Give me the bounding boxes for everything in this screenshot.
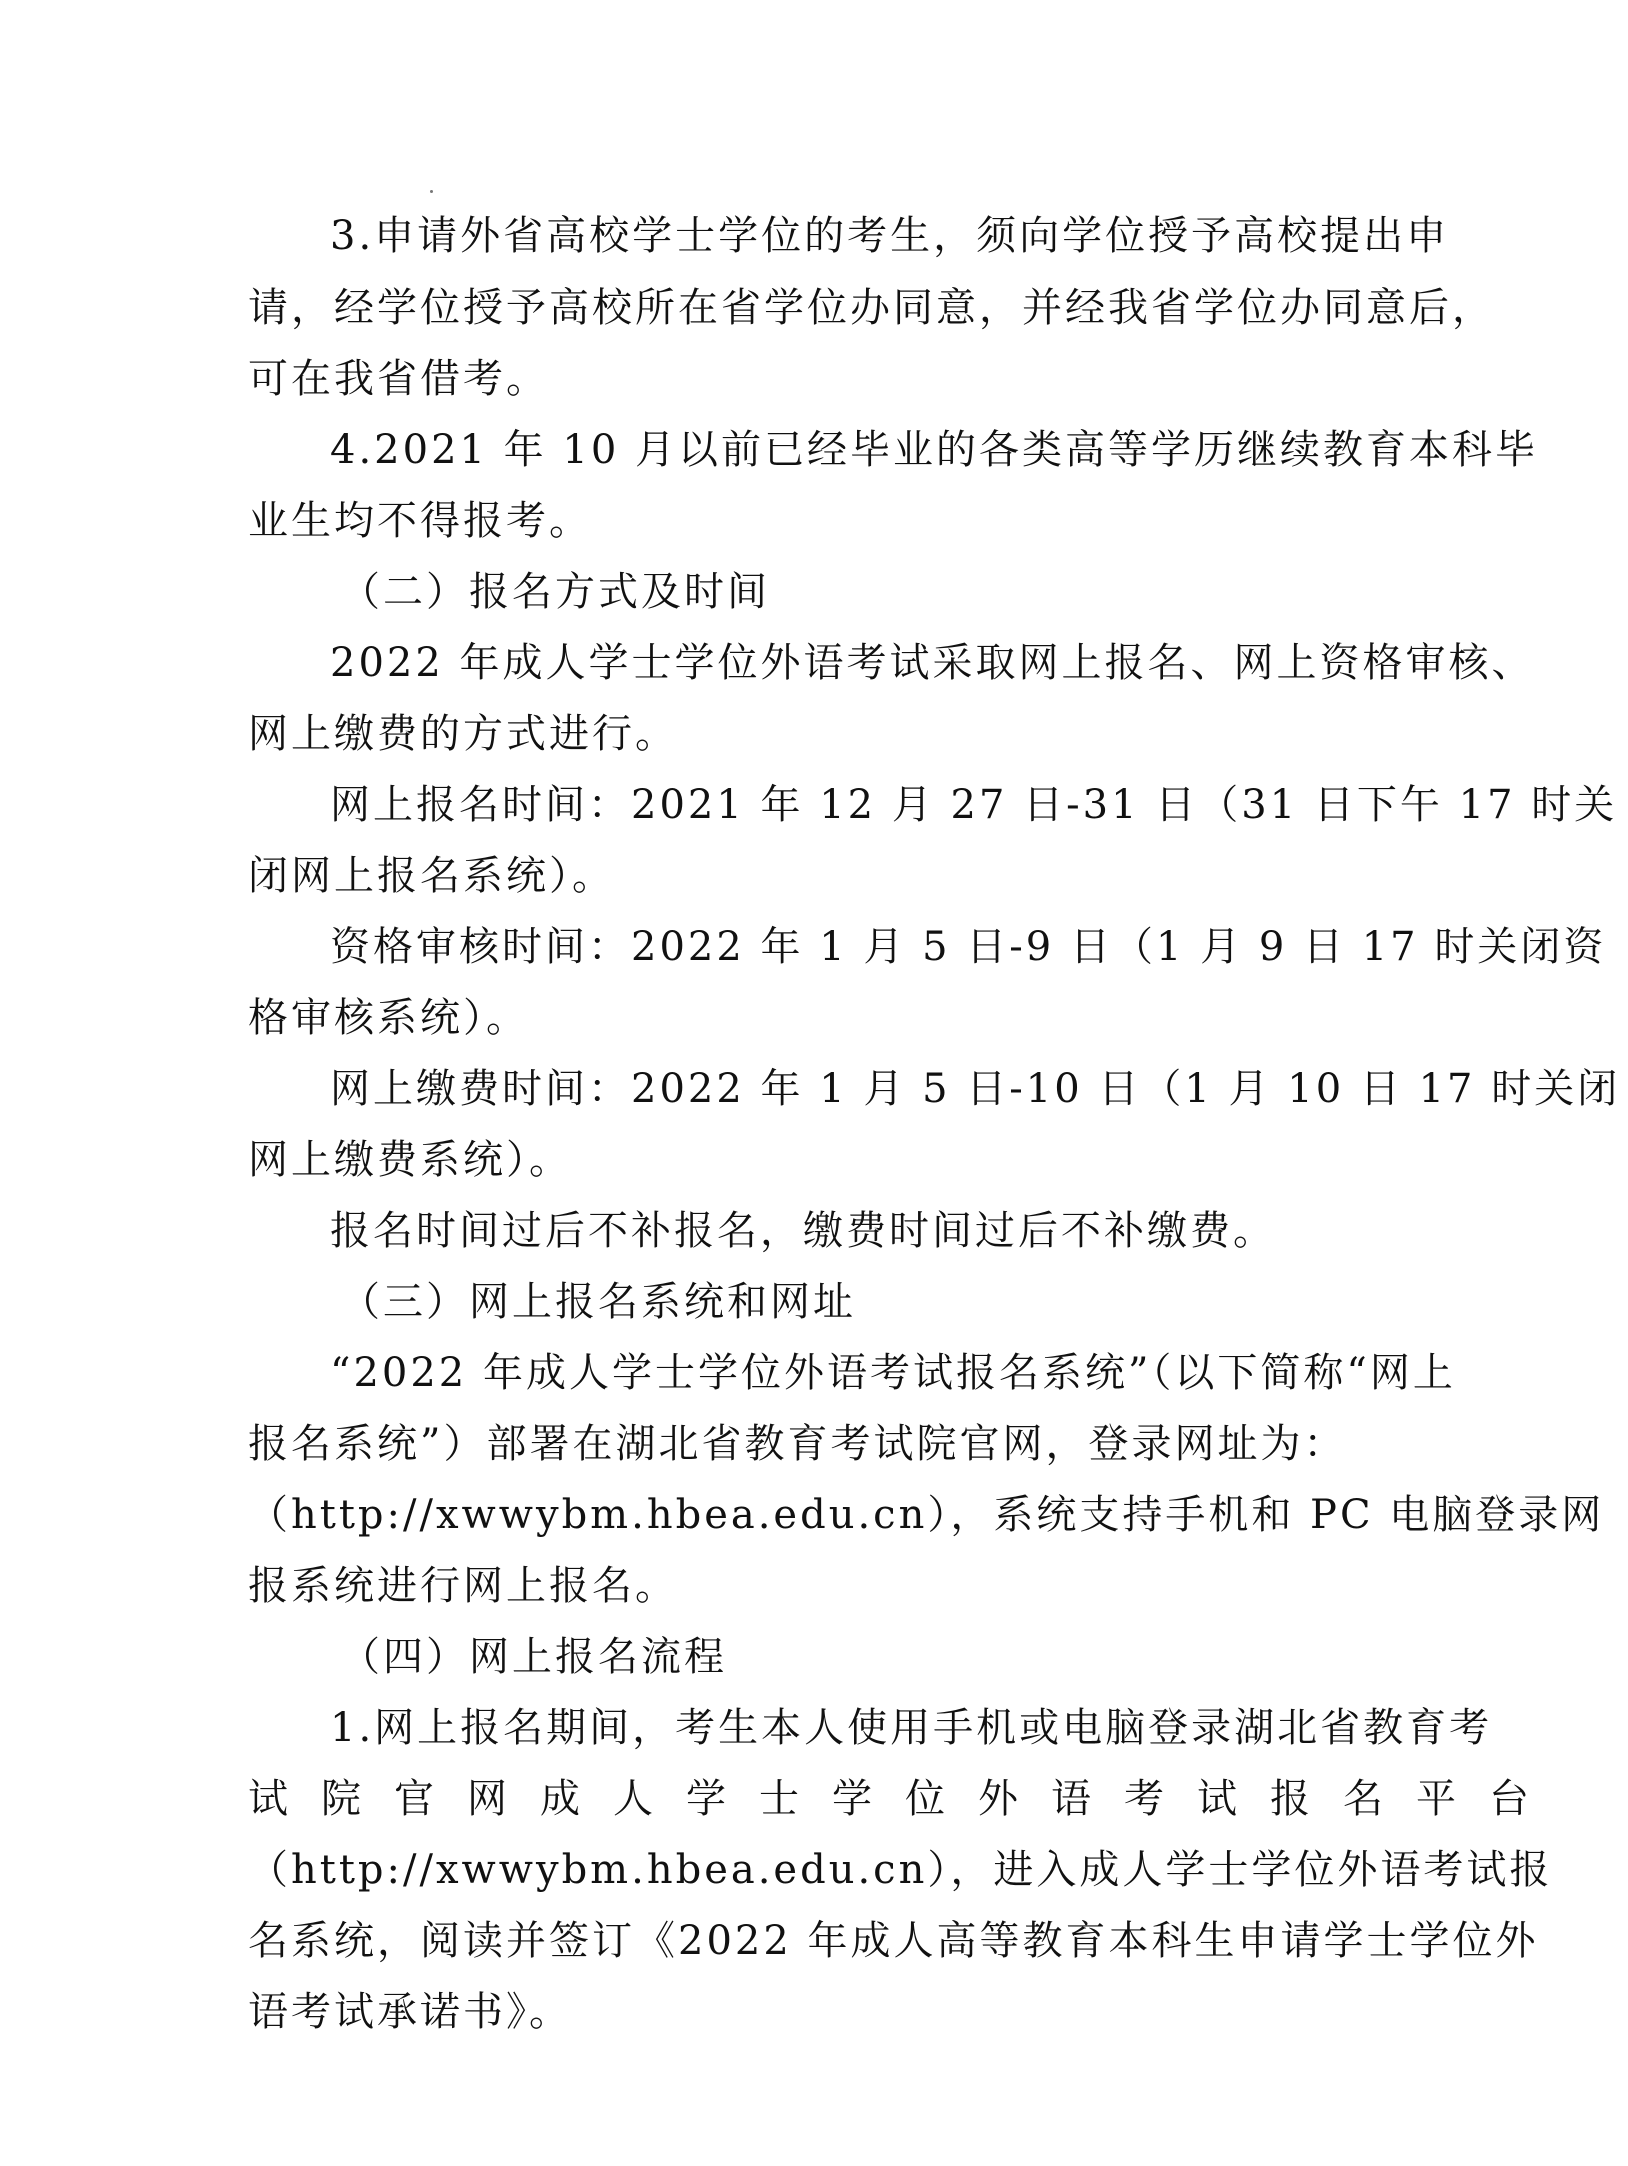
section-heading-3: （三）网上报名系统和网址 (340, 1279, 856, 1325)
paragraph-line-20: 试院官网成人学士学位外语考试报名平台 (248, 1776, 1562, 1822)
paragraph-line-8: 网上报名时间：2021 年 12 月 27 日-31 日（31 日下午 17 时关 (330, 782, 1618, 828)
paragraph-line-23: 语考试承诺书》。 (248, 1989, 572, 2035)
scan-speck (430, 190, 433, 193)
paragraph-line-1: 3.申请外省高校学士学位的考生，须向学位授予高校提出申 (330, 213, 1450, 259)
paragraph-line-9: 闭网上报名系统）。 (248, 853, 615, 899)
paragraph-line-7: 网上缴费的方式进行。 (248, 711, 678, 757)
paragraph-line-17: （http://xwwybm.hbea.edu.cn），系统支持手机和 PC 电脑登录网 (248, 1492, 1605, 1538)
paragraph-line-22: 名系统，阅读并签订《2022 年成人高等教育本科生申请学士学位外 (248, 1918, 1539, 1964)
paragraph-line-13: 网上缴费系统）。 (248, 1137, 572, 1183)
paragraph-line-10: 资格审核时间：2022 年 1 月 5 日-9 日（1 月 9 日 17 时关闭资 (330, 924, 1607, 970)
paragraph-line-16: 报名系统”）部署在湖北省教育考试院官网，登录网址为： (248, 1421, 1347, 1467)
section-heading-2: （二）报名方式及时间 (340, 569, 770, 615)
paragraph-line-5: 业生均不得报考。 (248, 498, 592, 544)
paragraph-line-14: 报名时间过后不补报名，缴费时间过后不补缴费。 (330, 1208, 1276, 1254)
section-heading-4: （四）网上报名流程 (340, 1634, 727, 1680)
paragraph-line-2: 请，经学位授予高校所在省学位办同意，并经我省学位办同意后， (248, 285, 1495, 331)
paragraph-line-15: “2022 年成人学士学位外语考试报名系统”（以下简称“网上 (330, 1350, 1456, 1396)
paragraph-line-18: 报系统进行网上报名。 (248, 1563, 678, 1609)
paragraph-line-3: 可在我省借考。 (248, 356, 549, 402)
paragraph-line-19: 1.网上报名期间，考生本人使用手机或电脑登录湖北省教育考 (330, 1705, 1493, 1751)
paragraph-line-6: 2022 年成人学士学位外语考试采取网上报名、网上资格审核、 (330, 640, 1535, 686)
paragraph-line-11: 格审核系统）。 (248, 995, 529, 1041)
paragraph-line-4: 4.2021 年 10 月以前已经毕业的各类高等学历继续教育本科毕 (330, 427, 1539, 473)
paragraph-line-21: （http://xwwybm.hbea.edu.cn），进入成人学士学位外语考试报 (248, 1847, 1553, 1893)
paragraph-line-12: 网上缴费时间：2022 年 1 月 5 日-10 日（1 月 10 日 17 时关闭 (330, 1066, 1621, 1112)
